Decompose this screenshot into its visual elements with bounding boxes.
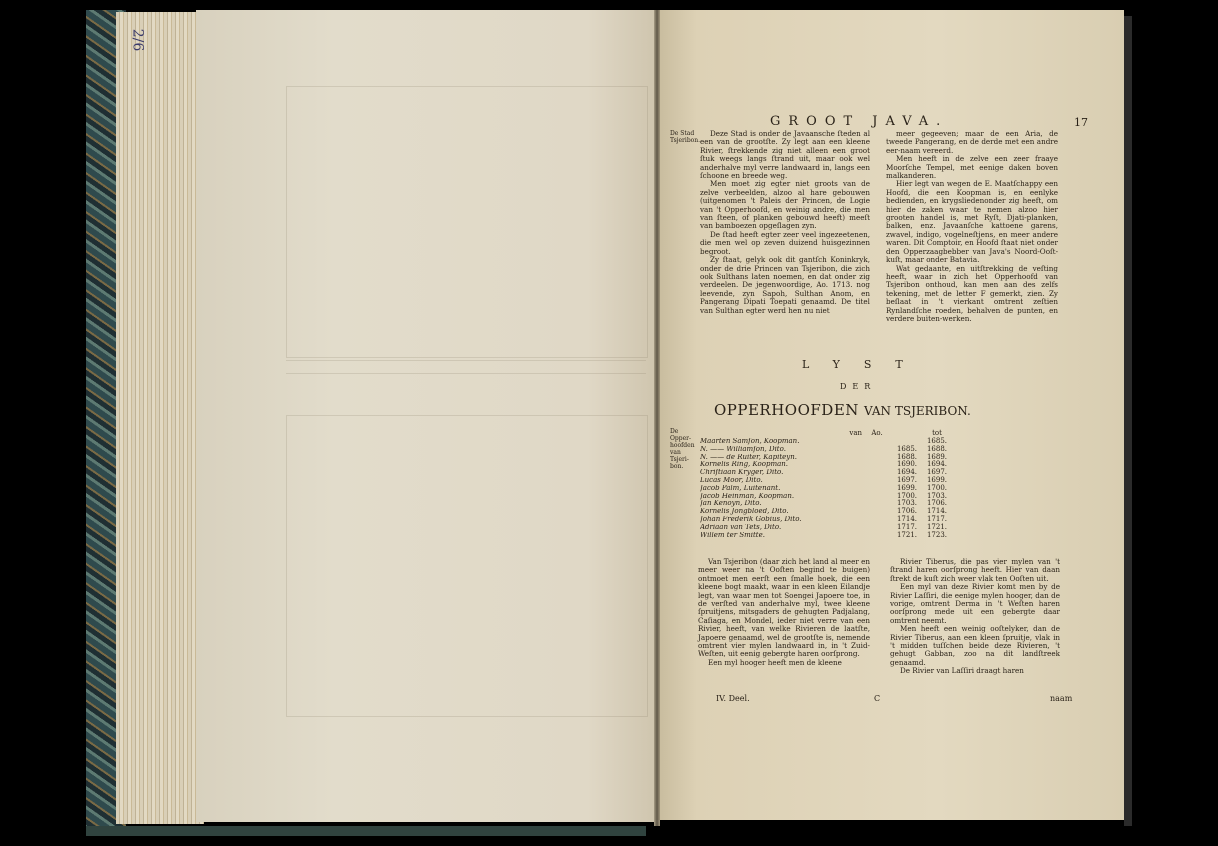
marbled-cover-bottom — [86, 826, 646, 836]
year-to: 1689. — [926, 452, 948, 461]
year-to: 1723. — [926, 530, 948, 539]
year-from: 1700. — [896, 491, 918, 500]
paragraph: Een myl hooger heeft men de kleene — [708, 657, 842, 667]
officer-name: Chriſtiaan Kryger, Dito. — [700, 469, 784, 477]
running-header: GROOT JAVA. — [770, 114, 949, 129]
year-to: 1694. — [926, 460, 948, 469]
paragraph: Zy ſtaat, gelyk ook dit gantſch Koninkryk, onder de drie Princen van Tsjeribon, die zich ook Sulthans laten noemen, en dat onder zig verdeelen. De jegenwoordige, Ao. 1713. nog leevende, zyn Sapoh, Sulthan Anom, en Pangerang Dipati Toepati genaamd. De titel van Sulthan egter werd hen nu niet — [700, 255, 870, 315]
paragraph: Deze Stad is onder de Javaansche ſteden al een van de grootſte. Zy legt aan een kleene Rivier, ſtrekkende zig niet alleen een groot ſtuk weegs langs ſtrand uit, maar ook wel anderhalve myl verre landwaard in, langs een ſchoone en breede weg. — [700, 129, 870, 181]
side-note-stad: De Stad Tsjeribon. — [670, 130, 701, 144]
catchword: naam — [1050, 694, 1073, 703]
year-from: 1697. — [896, 475, 918, 484]
volume-footer: IV. Deel. — [716, 694, 750, 703]
year-from: 1688. — [896, 452, 918, 461]
column-right-top — [886, 130, 1058, 323]
year-from: 1694. — [896, 468, 918, 477]
spine-note: 2/6 — [129, 28, 146, 52]
paragraph: Men moet zig egter niet groots van de zelve verbeelden, alzoo al hare gebouwen (uitgenomen 't Paleis der Princen, de Logie van 't Opperhoofd, en weinig andre, die men van ſteen, of planken gebouwd heeft) meeſt van bamboezen opgeſlagen zyn. — [700, 179, 870, 231]
year-to: 1697. — [926, 468, 948, 477]
year-to: 1685. — [926, 437, 948, 445]
col-ao: Ao. — [871, 429, 883, 437]
officer-name: N. —— de Ruiter, Kapiteyn. — [700, 453, 797, 461]
officer-name: Johan Frederik Gobius, Dito. — [700, 515, 802, 523]
paragraph: Hier legt van wegen de E. Maatſchappy een Hoofd, die een Koopman is, en eenlyke bedienden, en krygsliedenonder zig heeft, om hier de zaken waar te nemen alzoo hier grooten handel is, met Ryſt, Djati-planken, balken, enz. Javaanſche kattoene garens, zwavel, indigo, vogelneſtjens, en meer andere waren. Dit Comptoir, en Hoofd ſtaat niet onder den Opperzaagbebber van Java's Noord-Ooſt-kuſt, maar onder Batavia. — [886, 179, 1058, 265]
paragraph: Wat gedaante, en uitſtrekking de veſting heeft, waar in zich het Opperhoofd van Tsjeribon onthoud, kan men aan des zelfs tekening, met de letter F gemerkt, zien. Zy beſlaat in 't vierkant omtrent zeſtien Rynlandſche roeden, behalven de punten, en verdere buiten-werken. — [886, 263, 1058, 323]
left-page[interactable] — [196, 10, 656, 822]
officer-name: Jacob Palm, Luitenant. — [700, 484, 781, 492]
column-right-bottom — [890, 558, 1060, 676]
der-heading: DER — [840, 382, 877, 391]
list-row — [700, 532, 952, 540]
year-to: 1706. — [926, 499, 948, 508]
year-from: 1685. — [896, 444, 918, 453]
year-from: 1714. — [896, 514, 918, 523]
column-left-bottom — [698, 558, 870, 667]
year-to: 1700. — [926, 483, 948, 492]
year-to: 1717. — [926, 514, 948, 523]
officer-name: N. —— Williamſon, Dito. — [700, 445, 786, 453]
year-to: 1688. — [926, 444, 948, 453]
paragraph: Men heeft een weinig ooſtelyker, dan de Rivier Tiberus, aan een kleen ſpruitje, vlak in 't midden tuſſchen beide deze Rivieren, 't gehugt Gabban, zoo na dit landſtreek genaamd. — [890, 624, 1060, 667]
page-number: 17 — [1074, 116, 1088, 129]
list-title — [714, 400, 971, 419]
officer-name: Kornelis Ring, Koopman. — [700, 461, 788, 469]
paragraph: De Rivier van Laſſiri draagt haren — [900, 666, 1024, 676]
paragraph: meer gegeeven; maar de een Aria, de tweede Pangerang, en de derde met een andre eer-naam vereerd. — [886, 129, 1058, 155]
officer-name: Kornelis Jongbloed, Dito. — [700, 508, 789, 516]
book-spread — [86, 10, 1132, 836]
opperhoofden-list — [700, 430, 952, 438]
year-from: 1703. — [896, 499, 918, 508]
year-from: 1699. — [896, 483, 918, 492]
year-to: 1721. — [926, 522, 948, 531]
bleed-through-bottom — [286, 415, 648, 717]
bleed-through-caption — [286, 360, 646, 374]
paragraph: Rivier Tiberus, die pas vier mylen van 't ſtrand haren oorſprong heeft. Hier van daan ſtrekt de kuſt zich weer vlak ten Ooſten uit. — [890, 557, 1060, 583]
list-title-main: OPPERHOOFDEN — [714, 401, 859, 419]
officer-name: Lucas Moor, Dito. — [700, 476, 763, 484]
page-edges — [116, 12, 204, 824]
right-page[interactable] — [660, 10, 1124, 820]
lyst-heading: LYST — [802, 358, 927, 371]
year-to: 1703. — [926, 491, 948, 500]
year-from: 1706. — [896, 507, 918, 516]
year-to: 1714. — [926, 507, 948, 516]
paragraph: Men heeft in de zelve een zeer fraaye Moorſche Tempel, met eenige daken boven malkanderen. — [886, 154, 1058, 181]
year-to: 1699. — [926, 475, 948, 484]
officer-name: Maarten Samſon, Koopman. — [700, 438, 800, 445]
paragraph: De ſtad heeft egter zeer veel ingezeetenen, die men wel op zeven duizend huisgezinnen begroot. — [700, 229, 870, 256]
year-from: 1690. — [896, 460, 918, 469]
paragraph: Een myl van deze Rivier komt men by de Rivier Laſſiri, die eenige mylen hooger, dan de vorige, omtrent Derma in 't Weſten haren oorſprong mede uit een gebergte daar omtrent neemt. — [890, 582, 1060, 625]
officer-name: Jan Kenoyn, Dito. — [700, 500, 762, 508]
signature-mark: C — [874, 694, 881, 703]
col-tot: tot — [932, 429, 942, 437]
officer-name: Adriaan van Tets, Dito. — [700, 523, 782, 531]
list-header-row — [700, 430, 952, 438]
bleed-through-top — [286, 86, 648, 358]
right-board-edge — [1124, 16, 1132, 826]
year-from: 1717. — [896, 522, 918, 531]
list-title-small: VAN TSJERIBON. — [864, 404, 971, 418]
opperhoofden-rows — [700, 438, 952, 539]
year-from: 1721. — [896, 530, 918, 539]
officer-name: Jacob Heinman, Koopman. — [700, 492, 795, 500]
column-left-top — [700, 130, 870, 315]
officer-name: Willem ter Smitte. — [700, 531, 765, 539]
col-van: van — [849, 429, 862, 437]
side-note-opperhoofden: De Opper- hoofden van Tsjeri- bon. — [670, 428, 695, 470]
paragraph: Van Tsjeribon (daar zich het land al meer en meer weer na 't Ooſten begind te buigen) ontmoet men eerſt een ſmalle hoek, die een kleene bogt maakt, waar in een kleen Eilandje legt, van waar men tot Soengei Japoere toe, in de verſted van anderhalve myl, twee kleene ſpruitjens, mitsgaders de gehugten Padjalang, Caſiaga, en Mondel, ieder niet verre van een Rivier, heeft, van welke Rivieren de laatſte, Japoere genaamd, wel de grootſte is, nemende omtrent vier mylen landwaard in, in 't Zuid-Weſten, uit eenig gebergte haren oorſprong. — [698, 557, 870, 659]
